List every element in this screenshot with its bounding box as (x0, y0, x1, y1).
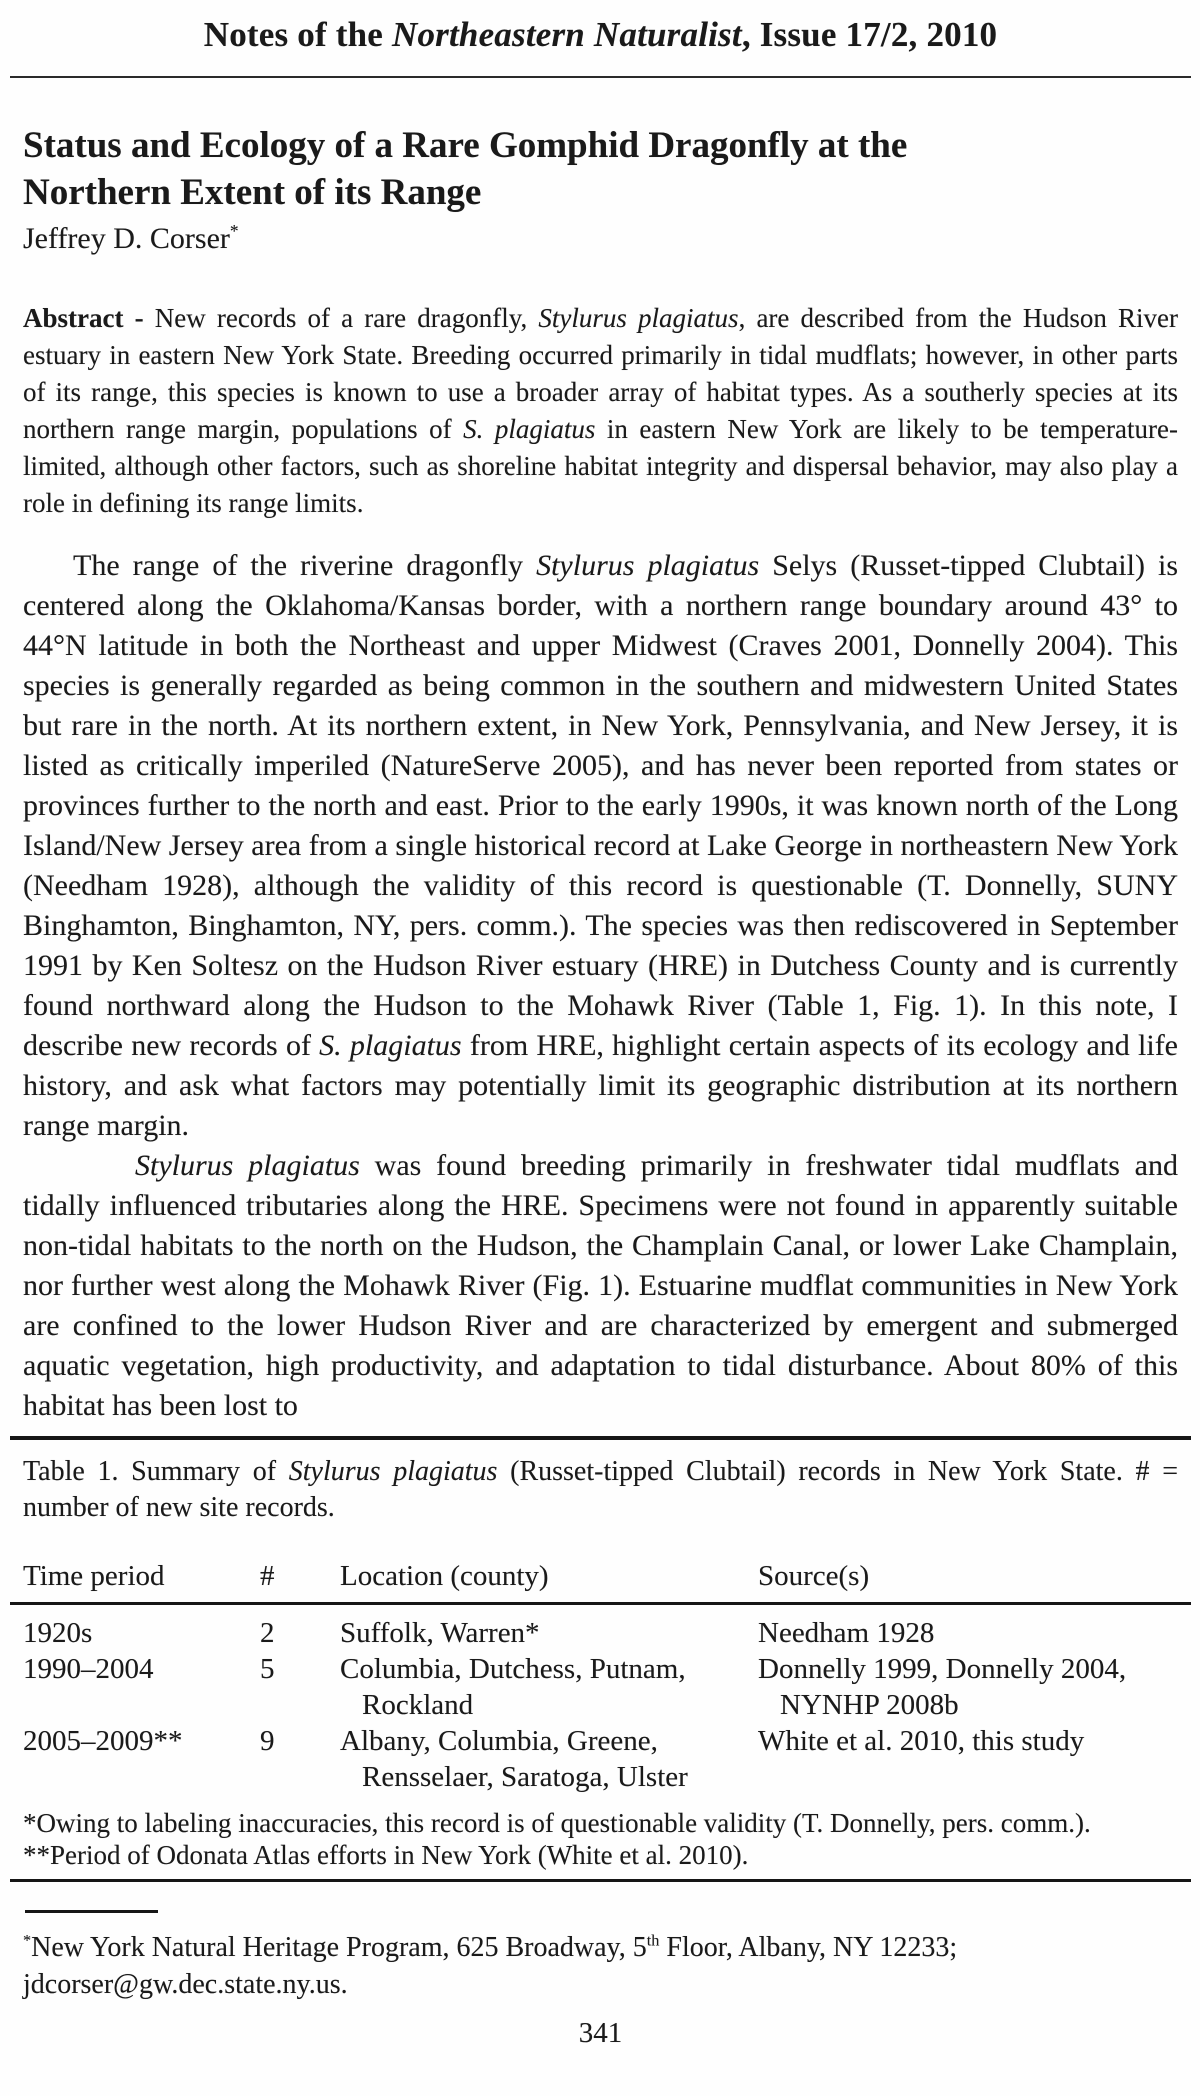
cell-time-period: 1920s (23, 1616, 93, 1649)
author-affiliation-footnote (23, 1929, 1178, 2003)
cell-sources-line1: Donnelly 1999, Donnelly 2004, (758, 1652, 1127, 1685)
affiliation-text: New York Natural Heritage Program, 625 Broadway, 5 (31, 1931, 647, 1963)
table-caption-text: Table 1. Summary of (23, 1455, 289, 1487)
body-paragraph-2 (23, 1146, 1178, 1426)
table-row (23, 1615, 1178, 1651)
table-footnotes (23, 1807, 1178, 1871)
cell-sources (758, 1615, 1178, 1651)
cell-sources-line2: NYNHP 2008b (780, 1688, 959, 1721)
body-text: from HRE, highlight certain aspects of its ecology and life history, and ask what factors may potentially limit its geographic distribution at its northern range margin. (23, 1028, 1178, 1142)
table-footnote-1: *Owing to labeling inaccuracies, this record is of questionable validity (T. Donnelly, pers. comm.). (23, 1807, 1091, 1838)
article-title-line2: Northern Extent of its Range (23, 172, 482, 214)
column-header-time-period: Time period (23, 1559, 165, 1592)
body-text: was found breeding primarily in freshwater tidal mudflats and tidally influenced tributaries along the HRE. Specimens were not found in apparently suitable non-tidal habitats to the north on the Hudson, the Champlain Canal, or lower Lake Champlain, nor further west along the Mohawk River (Fig. 1). Estuarine mudflat communities in New York are confined to the lower Hudson River and are characterized by emergent and submerged aquatic vegetation, high productivity, and adaptation to tidal disturbance. About 80% of this habitat has been lost to (23, 1148, 1178, 1422)
cell-sources-line1: Needham 1928 (758, 1616, 935, 1649)
affiliation-footnote-mark: * (23, 1931, 32, 1950)
table-row (23, 1651, 1178, 1723)
species-name-italic: S. plagiatus (319, 1028, 462, 1062)
author-footnote-mark: * (229, 220, 239, 241)
ordinal-superscript: th (646, 1931, 660, 1950)
cell-sources (758, 1651, 1178, 1723)
article-title-line1: Status and Ecology of a Rare Gomphid Dragonfly at the (23, 125, 908, 166)
table-row (23, 1723, 1178, 1795)
running-head (23, 0, 1178, 56)
cell-location (340, 1723, 758, 1795)
cell-location (340, 1615, 758, 1651)
cell-location-line2: Rockland (362, 1688, 474, 1721)
abstract-paragraph (23, 300, 1178, 522)
cell-location-line2: Rensselaer, Saratoga, Ulster (362, 1760, 688, 1793)
running-head-journal-name: Northeastern Naturalist (391, 15, 742, 54)
table-header-row (23, 1558, 1178, 1594)
author-byline (23, 222, 1178, 256)
body-text: The range of the riverine dragonfly (73, 548, 537, 582)
abstract-text: New records of a rare dragonfly, (154, 302, 539, 333)
table-caption-text: (Russet-tipped Clubtail) records in New York State. # = number of new site records. (23, 1455, 1178, 1523)
cell-time-period: 2005–2009** (23, 1724, 183, 1757)
cell-count: 2 (260, 1616, 275, 1649)
cell-sources-line1: White et al. 2010, this study (758, 1724, 1085, 1757)
abstract-label: Abstract - (23, 302, 155, 333)
running-head-segment: , Issue 17/2, 2010 (741, 15, 998, 54)
records-table (23, 1558, 1178, 1882)
species-name-italic: Stylurus plagiatus (135, 1148, 360, 1182)
table-footnote-2: **Period of Odonata Atlas efforts in New York (White et al. 2010). (23, 1839, 749, 1870)
cell-location-line1: Suffolk, Warren* (340, 1616, 540, 1649)
species-name-italic: Stylurus plagiatus (288, 1455, 498, 1487)
table-header-rule (10, 1602, 1191, 1605)
abstract-text: , are described from the Hudson River estuary in eastern New York State. Breeding occurred primarily in tidal mudflats; however, in other parts of its range, this species is known to use a broader array of habitat types. As a southerly species at its northern range margin, populations of (23, 302, 1179, 444)
table-body (23, 1615, 1178, 1795)
column-header-location: Location (county) (340, 1559, 549, 1592)
species-name-italic: Stylurus plagiatus (536, 548, 760, 582)
column-header-sources: Source(s) (758, 1559, 870, 1592)
column-header-count: # (260, 1559, 275, 1592)
cell-count: 5 (260, 1652, 275, 1685)
species-name-italic: S. plagiatus (463, 413, 596, 444)
table-bottom-rule (10, 1879, 1191, 1882)
table-caption (23, 1454, 1178, 1526)
page-number: 341 (578, 2016, 623, 2049)
species-name-italic: Stylurus plagiatus (538, 302, 739, 333)
cell-time-period: 1990–2004 (23, 1652, 154, 1685)
article-title (23, 122, 1178, 217)
running-head-segment: Notes of the (203, 15, 392, 54)
table-top-rule (10, 1436, 1191, 1440)
cell-location (340, 1651, 758, 1723)
footnote-separator-rule (25, 1910, 158, 1913)
cell-location-line1: Columbia, Dutchess, Putnam, (340, 1652, 686, 1685)
author-name: Jeffrey D. Corser (23, 221, 230, 255)
cell-sources (758, 1723, 1178, 1795)
abstract-text: in eastern New York are likely to be temperature-limited, although other factors, such as shoreline habitat integrity and dispersal behavior, may also play a role in defining its range limits. (23, 413, 1178, 518)
cell-location-line1: Albany, Columbia, Greene, (340, 1724, 658, 1757)
affiliation-text: Floor, Albany, NY 12233; jdcorser@gw.dec.state.ny.us. (23, 1931, 958, 2000)
body-paragraph-1 (23, 546, 1178, 1146)
header-rule (10, 76, 1191, 78)
cell-count: 9 (260, 1724, 275, 1757)
body-text: Selys (Russet-tipped Clubtail) is centered along the Oklahoma/Kansas border, with a northern range boundary around 43° to 44°N latitude in both the Northeast and upper Midwest (Craves 2001, Donnelly 2004). This species is generally regarded as being common in the southern and midwestern United States but rare in the north. At its northern extent, in New York, Pennsylvania, and New Jersey, it is listed as critically imperiled (NatureServe 2005), and has never been reported from states or provinces further to the north and east. Prior to the early 1990s, it was known north of the Long Island/New Jersey area from a single historical record at Lake George in northeastern New York (Needham 1928), although the validity of this record is questionable (T. Donnelly, SUNY Binghamton, Binghamton, NY, pers. comm.). The species was then rediscovered in September 1991 by Ken Soltesz on the Hudson River estuary (HRE) in Dutchess County and is currently found northward along the Hudson to the Mohawk River (Table 1, Fig. 1). In this note, I describe new records of (23, 548, 1178, 1062)
